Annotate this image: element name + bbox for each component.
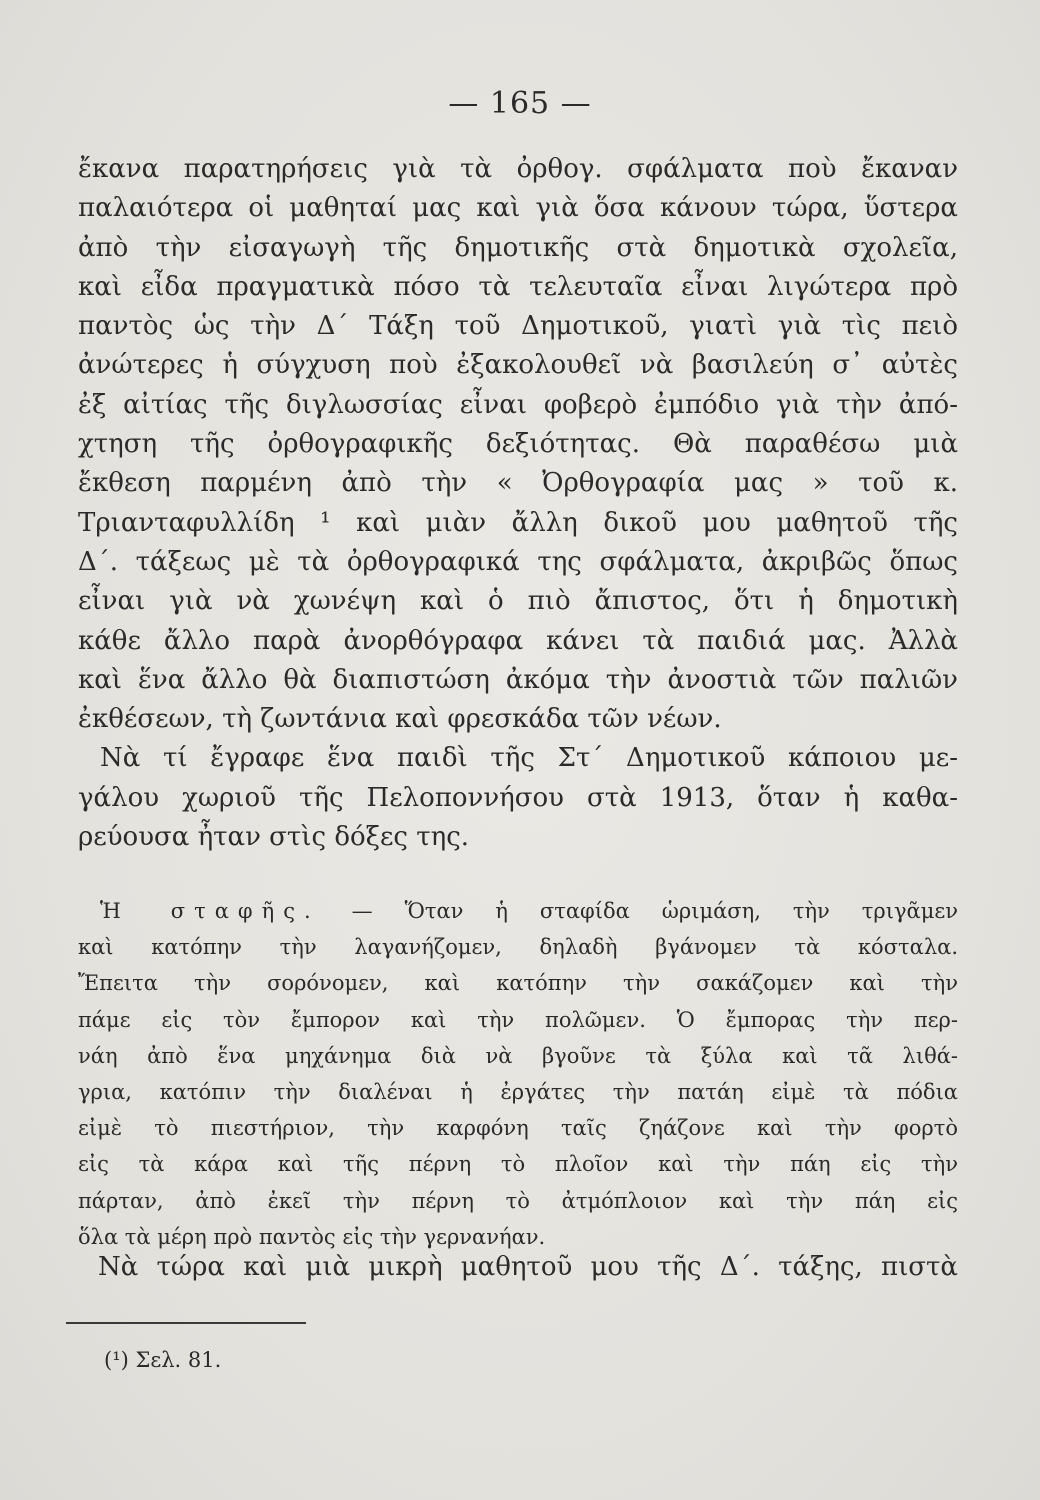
essay-title: Ἡ σταφῆς. <box>100 899 320 923</box>
paragraph-1 <box>78 150 958 739</box>
text-line: ἀνώτερες ἡ σύγχυση ποὺ ἐξακολουθεῖ νὰ βασιλεύη σ᾽ αὐτὲς <box>78 350 958 381</box>
text-line: ἔκθεση παρμένη ἀπὸ τὴν « Ὀρθογραφία μας » τοῦ κ. <box>78 468 958 499</box>
quote-line: πάρταν, ἀπὸ ἐκεῖ τὴν πέρνη τὸ ἀτμόπλοιον καὶ τὴν πάη εἰς <box>78 1188 958 1213</box>
closing-line: Νὰ τώρα καὶ μιὰ μικρὴ μαθητοῦ μου τῆς Δ΄. τάξης, πιστὰ <box>98 1252 958 1282</box>
quote-first-line <box>78 893 958 929</box>
footnote: (¹) Σελ. 81. <box>104 1348 222 1372</box>
text-line: εἶναι γιὰ νὰ χωνέψη καὶ ὁ πιὸ ἄπιστος, ὅτι ἡ δημοτικὴ <box>78 586 958 617</box>
quoted-essay <box>78 893 958 1255</box>
paragraph-2 <box>78 739 958 857</box>
main-text <box>78 150 958 857</box>
text-line: ἔκανα παρατηρήσεις γιὰ τὰ ὀρθογ. σφάλματα ποὺ ἔκαναν <box>78 154 958 184</box>
quote-line: πάμε εἰς τὸν ἔμπορον καὶ τὴν πολῶμεν. Ὁ ἔμπορας τὴν περ- <box>78 1007 958 1032</box>
quote-line: νάη ἀπὸ ἕνα μηχάνημα διὰ νὰ βγοῦνε τὰ ξύλα καὶ τᾶ λιθά- <box>78 1043 958 1068</box>
quote-line: εἰμὲ τὸ πιεστήριον, τὴν καρφόνη ταῖς ζηάζονε καὶ τὴν φορτὸ <box>78 1116 958 1141</box>
text-line: γάλου χωριοῦ τῆς Πελοποννήσου στὰ 1913, ὅταν ἡ καθα- <box>78 782 958 813</box>
text-line: παντὸς ὡς τὴν Δ΄ Τάξη τοῦ Δημοτικοῦ, γιατὶ γιὰ τὶς πειὸ <box>78 311 958 342</box>
text-line: ἐξ αἰτίας τῆς διγλωσσίας εἶναι φοβερὸ ἐμπόδιο γιὰ τὴν ἀπό- <box>78 389 958 420</box>
quote-line: γρια, κατόπιν τὴν διαλέναι ἡ ἐργάτες τὴν πατάη εἰμὲ τὰ πόδια <box>78 1080 958 1105</box>
text-line: καὶ ἕνα ἄλλο θὰ διαπιστώση ἀκόμα τὴν ἀνοστιὰ τῶν παλιῶν <box>78 664 958 695</box>
quote-line: ὅλα τὰ μέρη πρὸ παντὸς εἰς τὴν γερνανήαν. <box>78 1224 546 1249</box>
quote-line: καὶ κατόπην τὴν λαγανήζομεν, δηλαδὴ βγάνομεν τὰ κόσταλα. <box>78 935 958 960</box>
text-line: Τριανταφυλλίδη ¹ καὶ μιὰν ἄλλη δικοῦ μου μαθητοῦ τῆς <box>78 507 958 538</box>
text-line: Δ΄. τάξεως μὲ τὰ ὀρθογραφικά της σφάλματα, ἀκριβῶς ὅπως <box>78 546 958 577</box>
quote-line: εἰς τὰ κάρα καὶ τῆς πέρνη τὸ πλοῖον καὶ τὴν πάη εἰς τὴν <box>78 1152 958 1177</box>
text-line: Νὰ τί ἔγραφε ἕνα παιδὶ τῆς Στ΄ Δημοτικοῦ κάποιου με- <box>100 743 958 774</box>
quote-line: Ἔπειτα τὴν σορόνομεν, καὶ κατόπην τὴν σακάζομεν καὶ τὴν <box>78 971 958 996</box>
footnote-divider <box>66 1322 306 1324</box>
page-number: — 165 — <box>448 86 592 121</box>
text-line: χτηση τῆς ὀρθογραφικῆς δεξιότητας. Θὰ παραθέσω μιὰ <box>78 429 958 460</box>
text-line: ρεύουσα ἦταν στὶς δόξες της. <box>78 822 470 853</box>
text-line: ἀπὸ τὴν εἰσαγωγὴ τῆς δημοτικῆς στὰ δημοτικὰ σχολεῖα, <box>78 232 958 263</box>
text-line: καὶ εἶδα πραγματικὰ πόσο τὰ τελευταῖα εἶναι λιγώτερα πρὸ <box>78 271 958 302</box>
quote-line-rest: — Ὅταν ἡ σταφίδα ὡριμάση, τὴν τριγᾶμεν <box>351 899 958 923</box>
text-line: ἐκθέσεων, τὴ ζωντάνια καὶ φρεσκάδα τῶν νέων. <box>78 704 722 735</box>
text-line: κάθε ἄλλο παρὰ ἀνορθόγραφα κάνει τὰ παιδιά μας. Ἀλλὰ <box>78 625 958 656</box>
text-line: παλαιότερα οἱ μαθηταί μας καὶ γιὰ ὅσα κάνουν τώρα, ὕστερα <box>78 193 958 224</box>
